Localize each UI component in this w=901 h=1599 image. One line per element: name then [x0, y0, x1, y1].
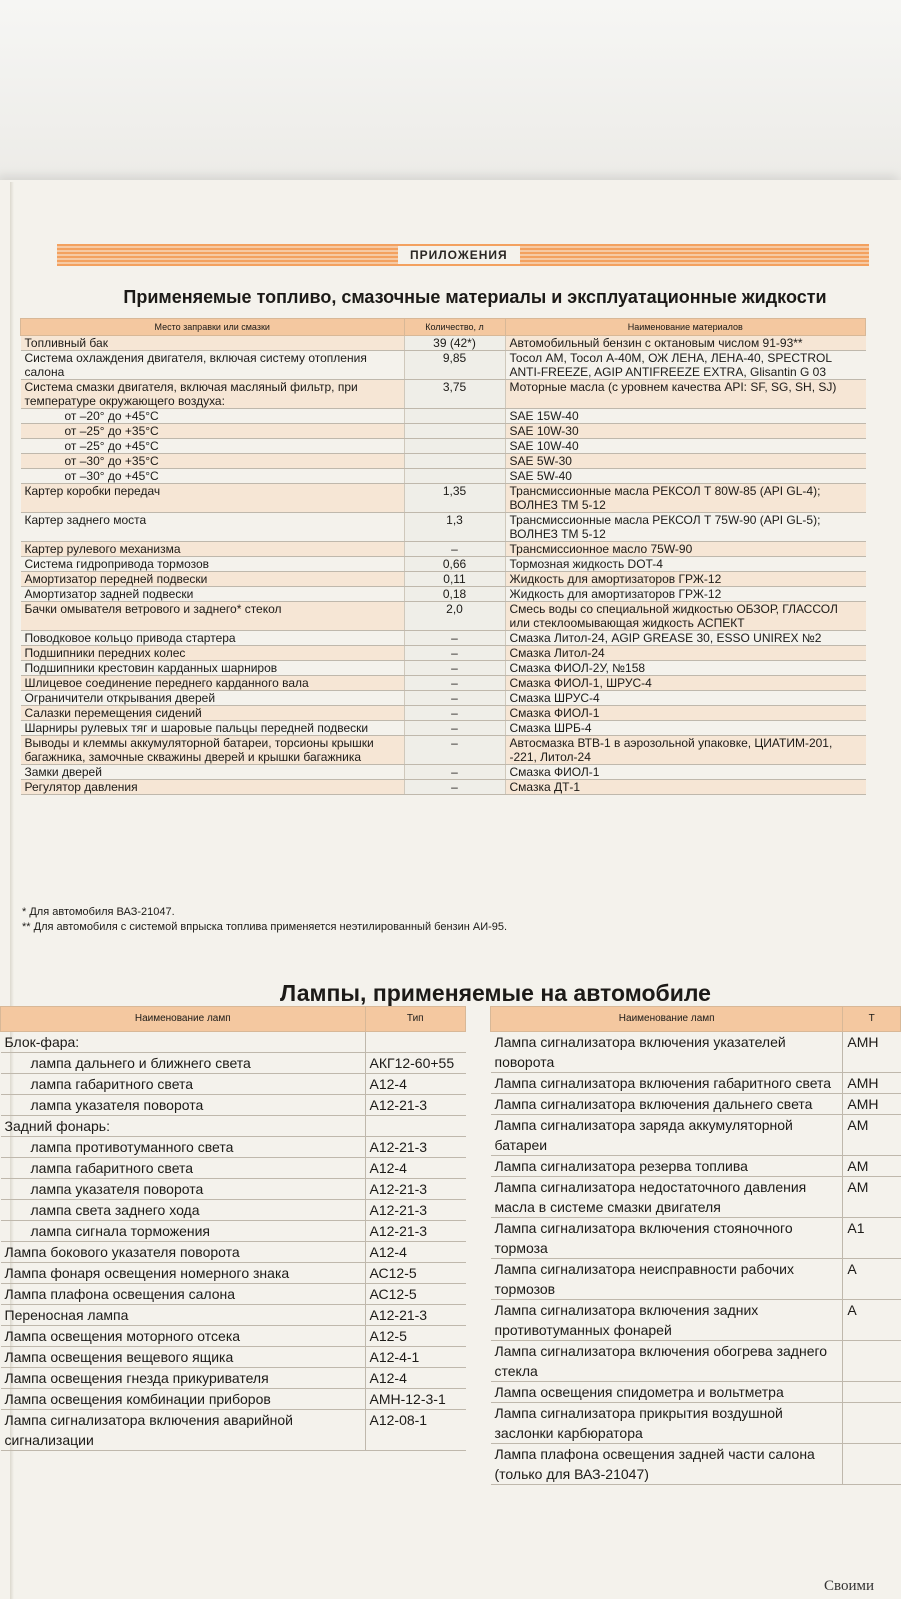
material-cell: Смазка ФИОЛ-1 [505, 706, 866, 721]
temperature-range: от –30° до +45°C [64, 469, 159, 483]
lamp-type-cell: АС12-5 [365, 1284, 466, 1305]
quantity-cell: 3,75 [404, 380, 505, 409]
lamp-type-cell: АМН [843, 1032, 901, 1073]
lamp-row [491, 1032, 901, 1073]
place-cell [21, 557, 405, 572]
lamp-name-cell [1, 1200, 366, 1221]
place-label: Картер заднего моста [24, 513, 147, 527]
lamp-group-row [1, 1116, 466, 1137]
lamp-name-cell [1, 1179, 366, 1200]
lamp-name: Лампа бокового указателя поворота [4, 1244, 240, 1260]
lamp-name: лампа указателя поворота [30, 1097, 204, 1113]
quantity-cell: 9,85 [404, 351, 505, 380]
place-cell [21, 484, 405, 513]
lamp-name-cell [1, 1032, 366, 1053]
table-row [21, 336, 866, 351]
lamp-row [1, 1179, 466, 1200]
lamp-name-cell: Лампа плафона освещения задней части салона (только для ВАЗ-21047) [491, 1444, 843, 1485]
lamp-type-cell [365, 1116, 466, 1137]
lamp-row [491, 1094, 901, 1115]
table-row [21, 469, 866, 484]
lamp-name-cell [1, 1410, 366, 1451]
footnote-1: * Для автомобиля ВАЗ-21047. [22, 906, 175, 918]
lamp-name-cell [1, 1347, 366, 1368]
quantity-cell [404, 424, 505, 439]
lamp-type-cell: А12-4-1 [365, 1347, 466, 1368]
place-label: Шарниры рулевых тяг и шаровые пальцы передней подвески [24, 721, 369, 735]
quantity-cell: 0,18 [404, 587, 505, 602]
table-row [21, 736, 866, 765]
fuel-table [20, 318, 866, 795]
place-label: Выводы и клеммы аккумуляторной батареи, торсионы крышки багажника, замочные скважины дверей и крышки багажника [24, 736, 374, 764]
place-label: Ограничители открывания дверей [24, 691, 216, 705]
place-cell [21, 513, 405, 542]
footnote-2: ** Для автомобиля с системой впрыска топлива применяется неэтилированный бензин АИ-95. [22, 921, 508, 933]
lamps-table-left [0, 1006, 466, 1451]
lamp-name-cell [1, 1368, 366, 1389]
fuel-table-body [21, 336, 866, 795]
material-cell: Трансмиссионное масло 75W-90 [505, 542, 866, 557]
lamp-type-cell: А12-4 [365, 1158, 466, 1179]
quantity-cell: – [404, 736, 505, 765]
place-cell [21, 336, 405, 351]
lamp-row [1, 1074, 466, 1095]
quantity-cell: – [404, 676, 505, 691]
lamp-name-cell: Лампа сигнализатора резерва топлива [491, 1156, 843, 1177]
material-cell: Автосмазка ВТВ-1 в аэрозольной упаковке, ЦИАТИМ-201, -221, Литол-24 [505, 736, 866, 765]
material-cell: Смазка ШРУС-4 [505, 691, 866, 706]
lamp-type-cell: А12-21-3 [365, 1200, 466, 1221]
lamp-name-cell: Лампа сигнализатора включения габаритного света [491, 1073, 843, 1094]
lamp-name-cell [1, 1074, 366, 1095]
table-row [21, 676, 866, 691]
quantity-cell: 0,66 [404, 557, 505, 572]
quantity-cell: – [404, 661, 505, 676]
place-label: Картер коробки передач [24, 484, 161, 498]
lamp-type-cell: АМН-12-3-1 [365, 1389, 466, 1410]
place-cell [21, 706, 405, 721]
quantity-cell: – [404, 780, 505, 795]
lamp-name: Блок-фара: [4, 1034, 80, 1050]
lamp-type-cell: А [843, 1259, 901, 1300]
table-row [21, 706, 866, 721]
material-cell: Трансмиссионные масла РЕКСОЛ Т 75W-90 (API GL-5); ВОЛНЕЗ ТМ 5-12 [505, 513, 866, 542]
lamps-left-body [1, 1032, 466, 1451]
table-row [21, 409, 866, 424]
material-cell: Трансмиссионные масла РЕКСОЛ Т 80W-85 (API GL-4); ВОЛНЕЗ ТМ 5-12 [505, 484, 866, 513]
place-cell [21, 439, 405, 454]
place-cell [21, 380, 405, 409]
lamp-name: лампа дальнего и ближнего света [30, 1055, 251, 1071]
place-label: Регулятор давления [24, 780, 138, 794]
quantity-cell: – [404, 721, 505, 736]
lamp-name-cell [1, 1305, 366, 1326]
material-cell: Смазка ФИОЛ-1, ШРУС-4 [505, 676, 866, 691]
quantity-cell: 0,11 [404, 572, 505, 587]
lamp-row [1, 1263, 466, 1284]
lamp-row [491, 1218, 901, 1259]
lamp-type-cell: А1 [843, 1218, 901, 1259]
place-cell [21, 631, 405, 646]
lamp-name: лампа габаритного света [30, 1160, 194, 1176]
lamp-name-cell [1, 1095, 366, 1116]
place-label: Система смазки двигателя, включая масляный фильтр, при температуре окружающего воздуха: [24, 380, 358, 408]
place-cell [21, 587, 405, 602]
lamp-name-cell: Лампа сигнализатора заряда аккумуляторной батареи [491, 1115, 843, 1156]
table-row [21, 765, 866, 780]
lamp-name-cell [1, 1053, 366, 1074]
lamp-row [1, 1137, 466, 1158]
temperature-range: от –30° до +35°C [64, 454, 159, 468]
lamp-name: Лампа освещения гнезда прикуривателя [4, 1370, 269, 1386]
material-cell: SAE 10W-30 [505, 424, 866, 439]
material-cell: Моторные масла (с уровнем качества API: SF, SG, SH, SJ) [505, 380, 866, 409]
place-cell [21, 424, 405, 439]
lamp-row [491, 1073, 901, 1094]
place-label: Система гидропривода тормозов [24, 557, 210, 571]
lamp-type-cell [843, 1341, 901, 1382]
table-row [21, 691, 866, 706]
lamp-type-cell: АМН [843, 1094, 901, 1115]
table-row [21, 557, 866, 572]
quantity-cell [404, 409, 505, 424]
lamp-row [1, 1242, 466, 1263]
lamp-type-cell: АМ [843, 1115, 901, 1156]
temperature-range: от –25° до +35°C [64, 424, 159, 438]
lamp-type-cell: А12-21-3 [365, 1221, 466, 1242]
quantity-cell: – [404, 691, 505, 706]
material-cell: Смазка ШРБ-4 [505, 721, 866, 736]
lamp-row [1, 1410, 466, 1451]
table-row [21, 380, 866, 409]
lamp-row [1, 1221, 466, 1242]
lamp-name-cell [1, 1242, 366, 1263]
table-row [21, 542, 866, 557]
lamp-name-cell: Лампа сигнализатора включения указателей поворота [491, 1032, 843, 1073]
quantity-cell: – [404, 706, 505, 721]
material-cell: Смесь воды со специальной жидкостью ОБЗОР, ГЛАССОЛ или стеклоомывающая жидкость АСПЕКТ [505, 602, 866, 631]
lamp-type-cell: А12-21-3 [365, 1179, 466, 1200]
lamp-name-cell: Лампа сигнализатора включения дальнего света [491, 1094, 843, 1115]
place-cell [21, 691, 405, 706]
lamp-row [1, 1326, 466, 1347]
lamp-row [491, 1115, 901, 1156]
lamp-row [491, 1259, 901, 1300]
quantity-cell [404, 454, 505, 469]
table-row [21, 513, 866, 542]
quantity-cell [404, 439, 505, 454]
lamp-type-cell: АКГ12-60+55 [365, 1053, 466, 1074]
material-cell: SAE 5W-40 [505, 469, 866, 484]
lamp-name: лампа сигнала торможения [30, 1223, 210, 1239]
table-row [21, 484, 866, 513]
lamp-row [1, 1053, 466, 1074]
place-cell [21, 602, 405, 631]
table-surface [0, 0, 901, 190]
corner-text: Своими [824, 1578, 875, 1594]
lamps-right-body [491, 1032, 901, 1485]
material-cell: Жидкость для амортизаторов ГРЖ-12 [505, 587, 866, 602]
material-cell: SAE 15W-40 [505, 409, 866, 424]
lamp-row [1, 1284, 466, 1305]
quantity-cell: 1,35 [404, 484, 505, 513]
fuel-header-place: Место заправки или смазки [21, 319, 405, 336]
lamp-name: лампа противотуманного света [30, 1139, 234, 1155]
lamp-row [491, 1177, 901, 1218]
lamps-left-header-name: Наименование ламп [1, 1007, 366, 1032]
quantity-cell: – [404, 631, 505, 646]
lamp-type-cell: А12-4 [365, 1242, 466, 1263]
table-row [21, 454, 866, 469]
lamps-table-right [490, 1006, 901, 1485]
lamp-row [1, 1305, 466, 1326]
lamp-row [1, 1200, 466, 1221]
lamp-name-cell: Лампа сигнализатора недостаточного давления масла в системе смазки двигателя [491, 1177, 843, 1218]
lamp-name: Лампа освещения вещевого ящика [4, 1349, 234, 1365]
place-cell [21, 469, 405, 484]
lamp-name: Лампа освещения моторного отсека [4, 1328, 241, 1344]
place-label: Салазки перемещения сидений [24, 706, 202, 720]
lamps-right-header-name: Наименование ламп [491, 1007, 843, 1032]
table-row [21, 721, 866, 736]
lamp-type-cell: А12-4 [365, 1074, 466, 1095]
material-cell: Тормозная жидкость DOT-4 [505, 557, 866, 572]
lamp-name: лампа указателя поворота [30, 1181, 204, 1197]
lamp-name-cell: Лампа сигнализатора прикрытия воздушной заслонки карбюратора [491, 1403, 843, 1444]
lamp-name-cell [1, 1326, 366, 1347]
lamp-row [1, 1368, 466, 1389]
lamps-title: Лампы, применяемые на автомобиле [280, 980, 711, 1006]
material-cell: Смазка ФИОЛ-1 [505, 765, 866, 780]
lamp-row [1, 1347, 466, 1368]
lamp-name-cell: Лампа сигнализатора включения стояночного тормоза [491, 1218, 843, 1259]
lamp-type-cell: А12-5 [365, 1326, 466, 1347]
place-label: Система охлаждения двигателя, включая систему отопления салона [24, 351, 367, 379]
lamp-type-cell: А12-21-3 [365, 1095, 466, 1116]
lamp-name-cell: Лампа сигнализатора включения задних противотуманных фонарей [491, 1300, 843, 1341]
section-label: ПРИЛОЖЕНИЯ [398, 246, 520, 264]
quantity-cell: 2,0 [404, 602, 505, 631]
quantity-cell: 39 (42*) [404, 336, 505, 351]
place-label: Подшипники передних колес [24, 646, 186, 660]
quantity-cell: 1,3 [404, 513, 505, 542]
lamps-right-header-type: Т [843, 1007, 901, 1032]
table-row [21, 646, 866, 661]
table-row [21, 572, 866, 587]
material-cell: Автомобильный бензин с октановым числом 91-93** [505, 336, 866, 351]
quantity-cell: – [404, 765, 505, 780]
lamp-type-cell [843, 1403, 901, 1444]
place-label: Амортизатор передней подвески [24, 572, 208, 586]
lamp-row [491, 1341, 901, 1382]
lamp-name: Лампа плафона освещения салона [4, 1286, 236, 1302]
material-cell: Смазка ДТ-1 [505, 780, 866, 795]
fuel-header-material: Наименование материалов [505, 319, 866, 336]
lamp-name-cell [1, 1158, 366, 1179]
material-cell: SAE 5W-30 [505, 454, 866, 469]
lamp-name-cell [1, 1263, 366, 1284]
lamp-name: Лампа сигнализатора включения аварийной сигнализации [4, 1412, 293, 1448]
table-row [21, 661, 866, 676]
place-label: Топливный бак [24, 336, 108, 350]
lamp-row [1, 1095, 466, 1116]
lamp-name: лампа света заднего хода [30, 1202, 200, 1218]
table-row [21, 780, 866, 795]
lamp-type-cell: АС12-5 [365, 1263, 466, 1284]
place-cell [21, 542, 405, 557]
lamp-name: лампа габаритного света [30, 1076, 194, 1092]
lamp-type-cell: АМ [843, 1156, 901, 1177]
place-cell [21, 409, 405, 424]
place-label: Амортизатор задней подвески [24, 587, 194, 601]
lamp-name-cell: Лампа освещения спидометра и вольтметра [491, 1382, 843, 1403]
lamp-type-cell: АМН [843, 1073, 901, 1094]
place-cell [21, 351, 405, 380]
place-label: Шлицевое соединение переднего карданного вала [24, 676, 309, 690]
lamp-row [491, 1444, 901, 1485]
lamp-name-cell [1, 1284, 366, 1305]
lamp-name: Лампа фонаря освещения номерного знака [4, 1265, 290, 1281]
lamp-name-cell [1, 1137, 366, 1158]
lamp-type-cell [843, 1444, 901, 1485]
material-cell: Тосол АМ, Тосол А-40М, ОЖ ЛЕНА, ЛЕНА-40, SPECTROL ANTI-FREEZE, AGIP ANTIFREEZE EXTRA, Glisantin G 03 [505, 351, 866, 380]
lamp-row [1, 1389, 466, 1410]
quantity-cell: – [404, 646, 505, 661]
place-cell [21, 661, 405, 676]
table-row [21, 424, 866, 439]
place-cell [21, 736, 405, 765]
temperature-range: от –20° до +45°C [64, 409, 159, 423]
lamp-type-cell: А12-21-3 [365, 1305, 466, 1326]
lamp-type-cell: АМ [843, 1177, 901, 1218]
place-label: Замки дверей [24, 765, 102, 779]
table-row [21, 602, 866, 631]
lamp-name: Лампа освещения комбинации приборов [4, 1391, 271, 1407]
lamp-name-cell [1, 1221, 366, 1242]
temperature-range: от –25° до +45°C [64, 439, 159, 453]
place-label: Поводковое кольцо привода стартера [24, 631, 236, 645]
table-row [21, 631, 866, 646]
place-label: Подшипники крестовин карданных шарниров [24, 661, 278, 675]
lamp-group-row [1, 1032, 466, 1053]
lamp-row [491, 1403, 901, 1444]
material-cell: Смазка ФИОЛ-2У, №158 [505, 661, 866, 676]
lamp-type-cell [843, 1382, 901, 1403]
quantity-cell: – [404, 542, 505, 557]
place-cell [21, 780, 405, 795]
place-cell [21, 646, 405, 661]
place-cell [21, 454, 405, 469]
lamp-name-cell [1, 1389, 366, 1410]
lamps-left-header-type: Тип [365, 1007, 466, 1032]
fuel-header-qty: Количество, л [404, 319, 505, 336]
material-cell: Смазка Литол-24, AGIP GREASE 30, ESSO UNIREX №2 [505, 631, 866, 646]
lamp-name-cell [1, 1116, 366, 1137]
place-cell [21, 676, 405, 691]
lamp-row [491, 1300, 901, 1341]
table-row [21, 587, 866, 602]
place-cell [21, 572, 405, 587]
lamp-type-cell [365, 1032, 466, 1053]
place-cell [21, 721, 405, 736]
place-label: Картер рулевого механизма [24, 542, 181, 556]
lamp-name-cell: Лампа сигнализатора включения обогрева заднего стекла [491, 1341, 843, 1382]
lamp-name-cell: Лампа сигнализатора неисправности рабочих тормозов [491, 1259, 843, 1300]
material-cell: Смазка Литол-24 [505, 646, 866, 661]
lamp-type-cell: А12-4 [365, 1368, 466, 1389]
place-cell [21, 765, 405, 780]
lamp-name: Задний фонарь: [4, 1118, 110, 1134]
place-label: Бачки омывателя ветрового и заднего* стекол [24, 602, 282, 616]
quantity-cell [404, 469, 505, 484]
material-cell: SAE 10W-40 [505, 439, 866, 454]
lamp-row [491, 1156, 901, 1177]
lamp-row [1, 1158, 466, 1179]
lamp-type-cell: А12-21-3 [365, 1137, 466, 1158]
table-row [21, 439, 866, 454]
lamp-row [491, 1382, 901, 1403]
lamp-name: Переносная лампа [4, 1307, 129, 1323]
lamp-type-cell: А [843, 1300, 901, 1341]
lamp-type-cell: А12-08-1 [365, 1410, 466, 1451]
material-cell: Жидкость для амортизаторов ГРЖ-12 [505, 572, 866, 587]
table-row [21, 351, 866, 380]
page-title: Применяемые топливо, смазочные материалы и эксплуатационные жидкости [123, 287, 827, 307]
